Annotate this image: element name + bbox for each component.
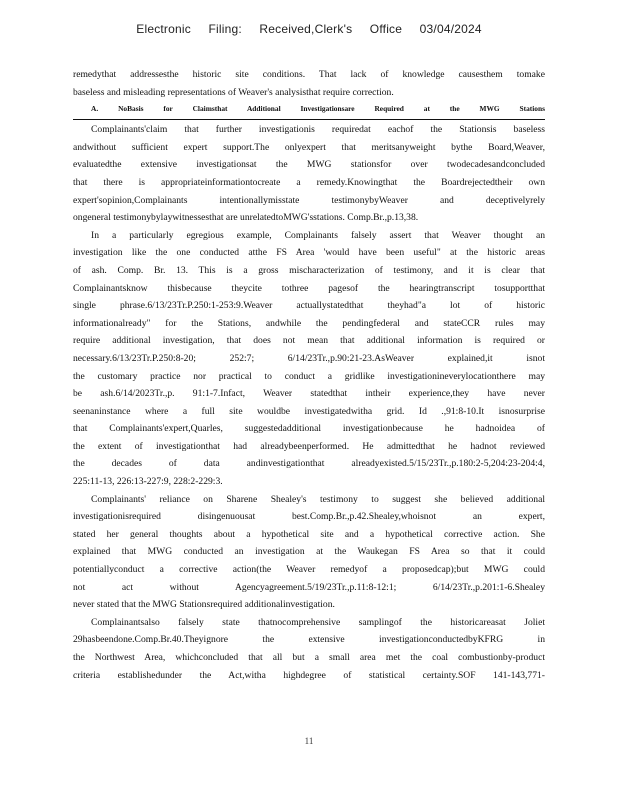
body-line: the extent of investigationthat had alreadybeenperformed. He admittedthat he hadnot reviewed [73, 440, 545, 452]
body-line: that Complainants'expert,Quarles, suggestedadditional investigationbecause he hadnoidea of [73, 423, 545, 435]
body-line: ongeneral testimonybylaywitnessesthat are unrelatedtoMWG'sstations. Comp.Br.,p.13,38. [73, 212, 419, 224]
body-line: expert'sopinion,Complainants intentionallymisstate testimonybyWeaver and deceptivelyrely [73, 194, 545, 206]
body-line: the decades of data andinvestigationthat alreadyexisted.5/15/23Tr.,p.180:2-5,204:23-204:4, [73, 458, 545, 470]
body-line: Complainantsknow thisbecause theycite tothree pagesof the hearingtranscript tosupportthat [73, 282, 545, 294]
paragraph-first-line: Complainantsalso falsely state thatnocomprehensive samplingof the historicareasat Joliet [91, 616, 545, 628]
body-line: the customary practice nor practical to conduct a gridlike investigationineverylocationthere may [73, 370, 545, 382]
body-line: seenaninstance where a full site wouldbe investigatedwitha grid. Id .,91:8-10.It isnosurprise [73, 405, 545, 417]
paragraph-first-line: Complainants' reliance on Sharene Shealey's testimony to suggest she believed additional [91, 493, 545, 505]
body-line: necessary.6/13/23Tr.P.250:8-20; 252:7; 6/14/23Tr.,p.90:21-23.AsWeaver explained,it isnot [73, 352, 545, 364]
document-body [73, 66, 545, 684]
paragraph-first-line: Complainants'claim that further investigationis requiredat eachof the Stationsis baseless [91, 124, 545, 136]
body-line: never stated that the MWG Stationsrequired additionalinvestigation. [73, 599, 335, 611]
body-line: evaluatedthe extensive investigationsat the MWG stationsfor over twodecadesandconcluded [73, 159, 545, 171]
body-line: investigation like the one conducted atthe FS Area 'would have been useful" at the historic areas [73, 247, 545, 259]
body-line: not act without Agencyagreement.5/19/23Tr.,p.11:8-12:1; 6/14/23Tr.,p.201:1-6.Shealey [73, 581, 545, 593]
body-line: be ash.6/14/2023Tr.,p. 91:1-7.Infact, Weaver statedthat intheir experience,they have never [73, 388, 545, 400]
body-line: criteria establishedunder the Act,witha highdegree of statistical certainty.SOF 141-143,771- [73, 669, 545, 681]
body-line: remedythat addressesthe historic site conditions. That lack of knowledge causesthem tomake [73, 69, 545, 80]
body-line: 29hasbeendone.Comp.Br.40.Theyignore the extensive investigationconductedbyKFRG in [73, 634, 545, 646]
body-line: explained that MWG conducted an investigation at the Waukegan FS Area so that it could [73, 546, 545, 558]
filing-header: Electronic Filing: Received,Clerk's Office 03/04/2024 [136, 22, 482, 36]
body-line: baseless and misleading representations of Weaver's analysisthat require correction. [73, 86, 394, 98]
body-line: require additional investigation, that does not mean that additional information is required or [73, 335, 545, 347]
body-line: informationalready" for the Stations, andwhile the pendingfederal and stateCCR rules may [73, 317, 545, 329]
page-number: 11 [304, 736, 314, 746]
section-heading: A. NoBasis for Claimsthat Additional Investigationsare Required at the MWG Stations [73, 103, 545, 120]
body-line: andwithout sufficient expert support.The onlyexpert that meritsanyweight bythe Board,Weaver, [73, 141, 545, 153]
body-line: investigationisrequired disingenuousat best.Comp.Br.,p.42.Shealey,whoisnot an expert, [73, 511, 545, 523]
body-line: the Northwest Area, whichconcluded that all but a small area met the coal combustionby-product [73, 652, 545, 663]
body-line: potentiallyconduct a corrective action(the Weaver remedyof a proposedcap);but MWG could [73, 564, 545, 576]
body-line: 225:11-13, 226:13-227:9, 228:2-229:3. [73, 476, 223, 488]
body-line: single phrase.6/13/23Tr.P.250:1-253:9.Weaver actuallystatedthat theyhad"a lot of historic [73, 300, 545, 312]
paragraph-first-line: In a particularly egregious example, Complainants falsely assert that Weaver thought an [91, 229, 545, 241]
body-line: that there is appropriateinformationtocreate a remedy.Knowingthat the Boardrejectedtheir own [73, 176, 545, 188]
body-line: stated her general thoughts about a hypothetical site and a hypothetical corrective action. She [73, 528, 545, 540]
body-line: of ash. Comp. Br. 13. This is a gross mischaracterization of testimony, and it is clear that [73, 264, 545, 276]
